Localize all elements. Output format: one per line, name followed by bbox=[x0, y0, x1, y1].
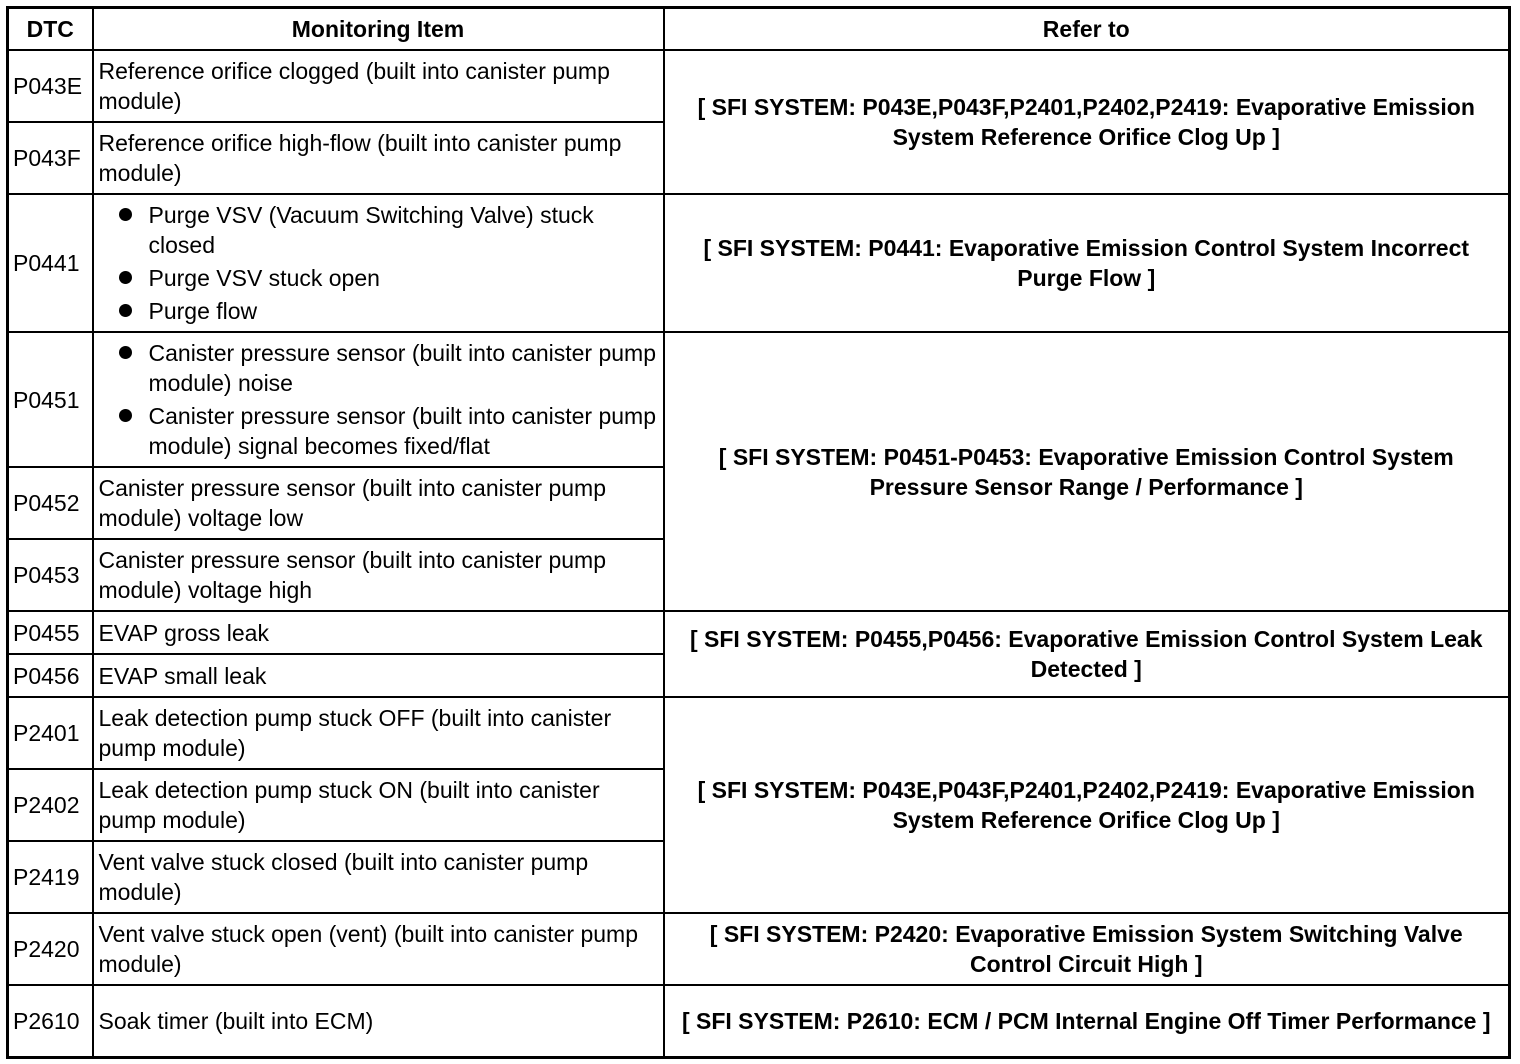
bullet-item: Canister pressure sensor (built into canister pump module) noise bbox=[99, 338, 659, 398]
bullet-icon bbox=[119, 409, 132, 422]
refer-to-link[interactable]: [ SFI SYSTEM: P043E,P043F,P2401,P2402,P2419: Evaporative Emission System Reference Orifice Clog Up ] bbox=[664, 50, 1510, 194]
dtc-code: P0451 bbox=[8, 332, 93, 467]
dtc-code: P0456 bbox=[8, 654, 93, 697]
monitoring-item: EVAP gross leak bbox=[93, 611, 664, 654]
table-row bbox=[8, 913, 1510, 985]
bullet-icon bbox=[119, 304, 132, 317]
dtc-code: P2402 bbox=[8, 769, 93, 841]
monitoring-item: Canister pressure sensor (built into canister pump module) voltage high bbox=[93, 539, 664, 611]
table-row bbox=[8, 985, 1510, 1057]
bullet-item: Purge VSV stuck open bbox=[99, 263, 659, 293]
table-row bbox=[8, 332, 1510, 467]
monitoring-item: Soak timer (built into ECM) bbox=[93, 985, 664, 1057]
bullet-icon bbox=[119, 271, 132, 284]
dtc-code: P0453 bbox=[8, 539, 93, 611]
table-row bbox=[8, 611, 1510, 654]
header-refer-to: Refer to bbox=[664, 8, 1510, 51]
table-row bbox=[8, 50, 1510, 122]
header-row bbox=[8, 8, 1510, 51]
dtc-code: P2420 bbox=[8, 913, 93, 985]
dtc-code: P0455 bbox=[8, 611, 93, 654]
dtc-table bbox=[6, 6, 1511, 1059]
refer-to-link[interactable]: [ SFI SYSTEM: P2420: Evaporative Emission System Switching Valve Control Circuit High ] bbox=[664, 913, 1510, 985]
header-dtc: DTC bbox=[8, 8, 93, 51]
bullet-item: Purge flow bbox=[99, 296, 659, 326]
bullet-icon bbox=[119, 208, 132, 221]
dtc-code: P2610 bbox=[8, 985, 93, 1057]
header-monitoring-item: Monitoring Item bbox=[93, 8, 664, 51]
bullet-item: Purge VSV (Vacuum Switching Valve) stuck closed bbox=[99, 200, 659, 260]
dtc-code: P0452 bbox=[8, 467, 93, 539]
refer-to-link[interactable]: [ SFI SYSTEM: P0441: Evaporative Emission Control System Incorrect Purge Flow ] bbox=[664, 194, 1510, 332]
monitoring-item bbox=[93, 332, 664, 467]
refer-to-link[interactable]: [ SFI SYSTEM: P2610: ECM / PCM Internal Engine Off Timer Performance ] bbox=[664, 985, 1510, 1057]
monitoring-item: Leak detection pump stuck ON (built into canister pump module) bbox=[93, 769, 664, 841]
bullet-item: Canister pressure sensor (built into canister pump module) signal becomes fixed/flat bbox=[99, 401, 659, 461]
bullet-icon bbox=[119, 346, 132, 359]
dtc-code: P2401 bbox=[8, 697, 93, 769]
monitoring-item: Vent valve stuck closed (built into canister pump module) bbox=[93, 841, 664, 913]
dtc-code: P043F bbox=[8, 122, 93, 194]
dtc-code: P043E bbox=[8, 50, 93, 122]
monitoring-item: EVAP small leak bbox=[93, 654, 664, 697]
refer-to-link[interactable]: [ SFI SYSTEM: P0455,P0456: Evaporative Emission Control System Leak Detected ] bbox=[664, 611, 1510, 697]
monitoring-item: Reference orifice high-flow (built into canister pump module) bbox=[93, 122, 664, 194]
dtc-code: P2419 bbox=[8, 841, 93, 913]
refer-to-link[interactable]: [ SFI SYSTEM: P0451-P0453: Evaporative Emission Control System Pressure Sensor Range / Performance ] bbox=[664, 332, 1510, 611]
refer-to-link[interactable]: [ SFI SYSTEM: P043E,P043F,P2401,P2402,P2419: Evaporative Emission System Reference Orifice Clog Up ] bbox=[664, 697, 1510, 913]
table-row bbox=[8, 194, 1510, 332]
monitoring-item bbox=[93, 194, 664, 332]
monitoring-item: Reference orifice clogged (built into canister pump module) bbox=[93, 50, 664, 122]
table-row bbox=[8, 697, 1510, 769]
monitoring-item: Vent valve stuck open (vent) (built into canister pump module) bbox=[93, 913, 664, 985]
dtc-code: P0441 bbox=[8, 194, 93, 332]
monitoring-item: Leak detection pump stuck OFF (built into canister pump module) bbox=[93, 697, 664, 769]
monitoring-item: Canister pressure sensor (built into canister pump module) voltage low bbox=[93, 467, 664, 539]
